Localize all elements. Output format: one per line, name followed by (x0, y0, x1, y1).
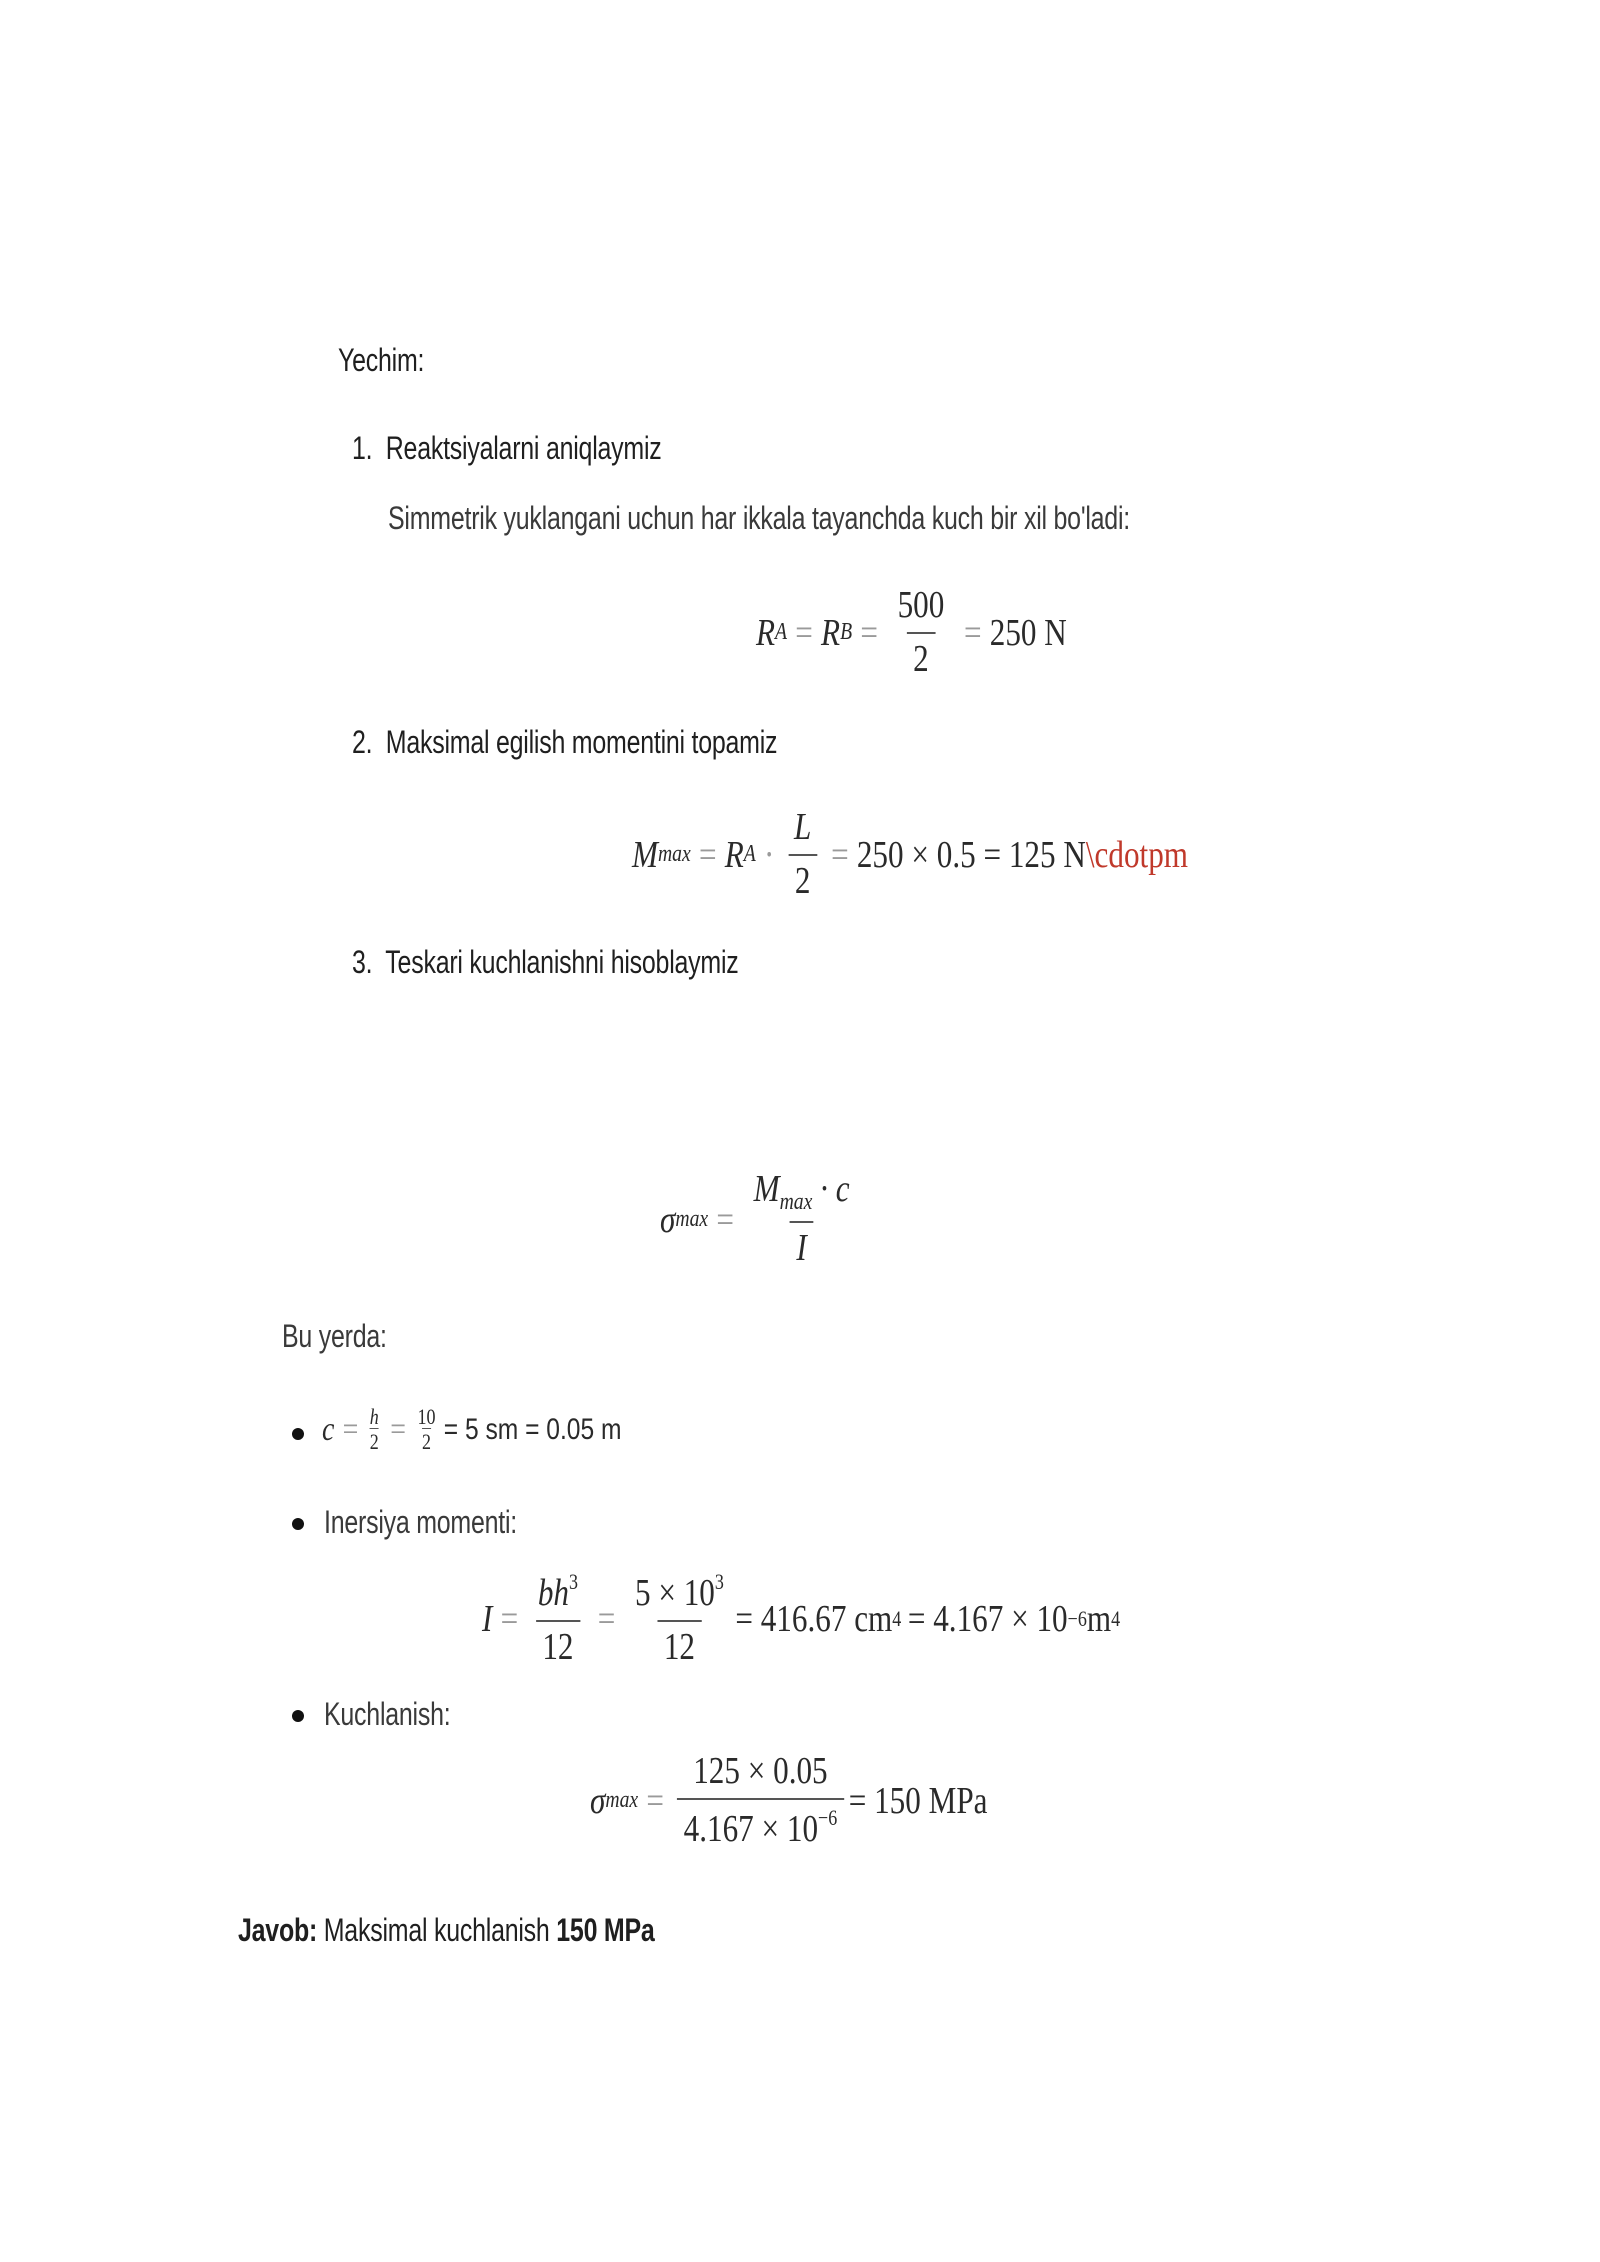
moment-equation: M max = R A · $\frac{L}{2}$ = 250 × 0.5 = 125 N \cdotpm (632, 806, 1189, 902)
sigma-fraction: $\frac{M_{max} \cdot c}{I}$ (753, 1168, 850, 1270)
step-1 (352, 430, 662, 467)
step-3-title: Teskari kuchlanishni hisoblaymiz (385, 944, 739, 980)
reactions-result: 250 N (989, 611, 1067, 654)
bullet-inertia (292, 1518, 304, 1530)
c-equation-result: = 5 sm = 0.05 m (443, 1412, 622, 1446)
bullet-stress (292, 1710, 304, 1722)
inertia-equation: I = $\frac{bh^3}{12}$ = $\frac{5 \times 10^3}{12}$ = 416.67 cm 4 = 4.167 × 10 −6 m 4 (482, 1569, 1121, 1668)
stress-equation: σ max = $\frac{125 \times 0.05}{4.167 \times 10^{-6}}$ = 150 MPa (590, 1750, 988, 1850)
moment-render-error: \cdotpm (1085, 833, 1189, 876)
answer-text: Maksimal kuchlanish (317, 1912, 557, 1948)
step-1-number: 1. (352, 430, 373, 466)
answer-value: 150 MPa (556, 1912, 655, 1948)
step-2-title: Maksimal egilish momentini topamiz (385, 724, 778, 760)
stress-result: = 150 MPa (848, 1779, 988, 1822)
reactions-equation: R A = R B = $\frac{500}{2}$ = 250 N (756, 584, 1067, 680)
step-2-number: 2. (352, 724, 373, 760)
bullet-c (292, 1428, 304, 1440)
moment-result: 250 × 0.5 = 125 N (856, 833, 1086, 876)
where-label: Bu yerda: (282, 1318, 387, 1354)
step-3-number: 3. (352, 944, 373, 980)
answer (238, 1912, 655, 1949)
stress-label: Kuchlanish: (324, 1696, 451, 1732)
inertia-label: Inersiya momenti: (324, 1504, 518, 1540)
solution-heading: Yechim: (338, 342, 425, 378)
sigma-equation: σ max = $\frac{M_{max} \cdot c}{I}$ (660, 1170, 861, 1269)
reactions-fraction: $\frac{500}{2}$ (897, 584, 945, 680)
c-equation: c = $\frac{h}{2}$ = $\frac{10}{2}$ = 5 sm = 0.05 m (322, 1404, 622, 1454)
step-1-title: Reaktsiyalarni aniqlaymiz (385, 430, 662, 466)
moment-fraction: $\frac{L}{2}$ (787, 808, 817, 902)
step-3 (352, 944, 739, 981)
step-2 (352, 724, 777, 761)
answer-label: Javob: (238, 1912, 318, 1948)
step-1-note: Simmetrik yuklangani uchun har ikkala tayanchda kuch bir xil bo'ladi: (388, 500, 1130, 536)
